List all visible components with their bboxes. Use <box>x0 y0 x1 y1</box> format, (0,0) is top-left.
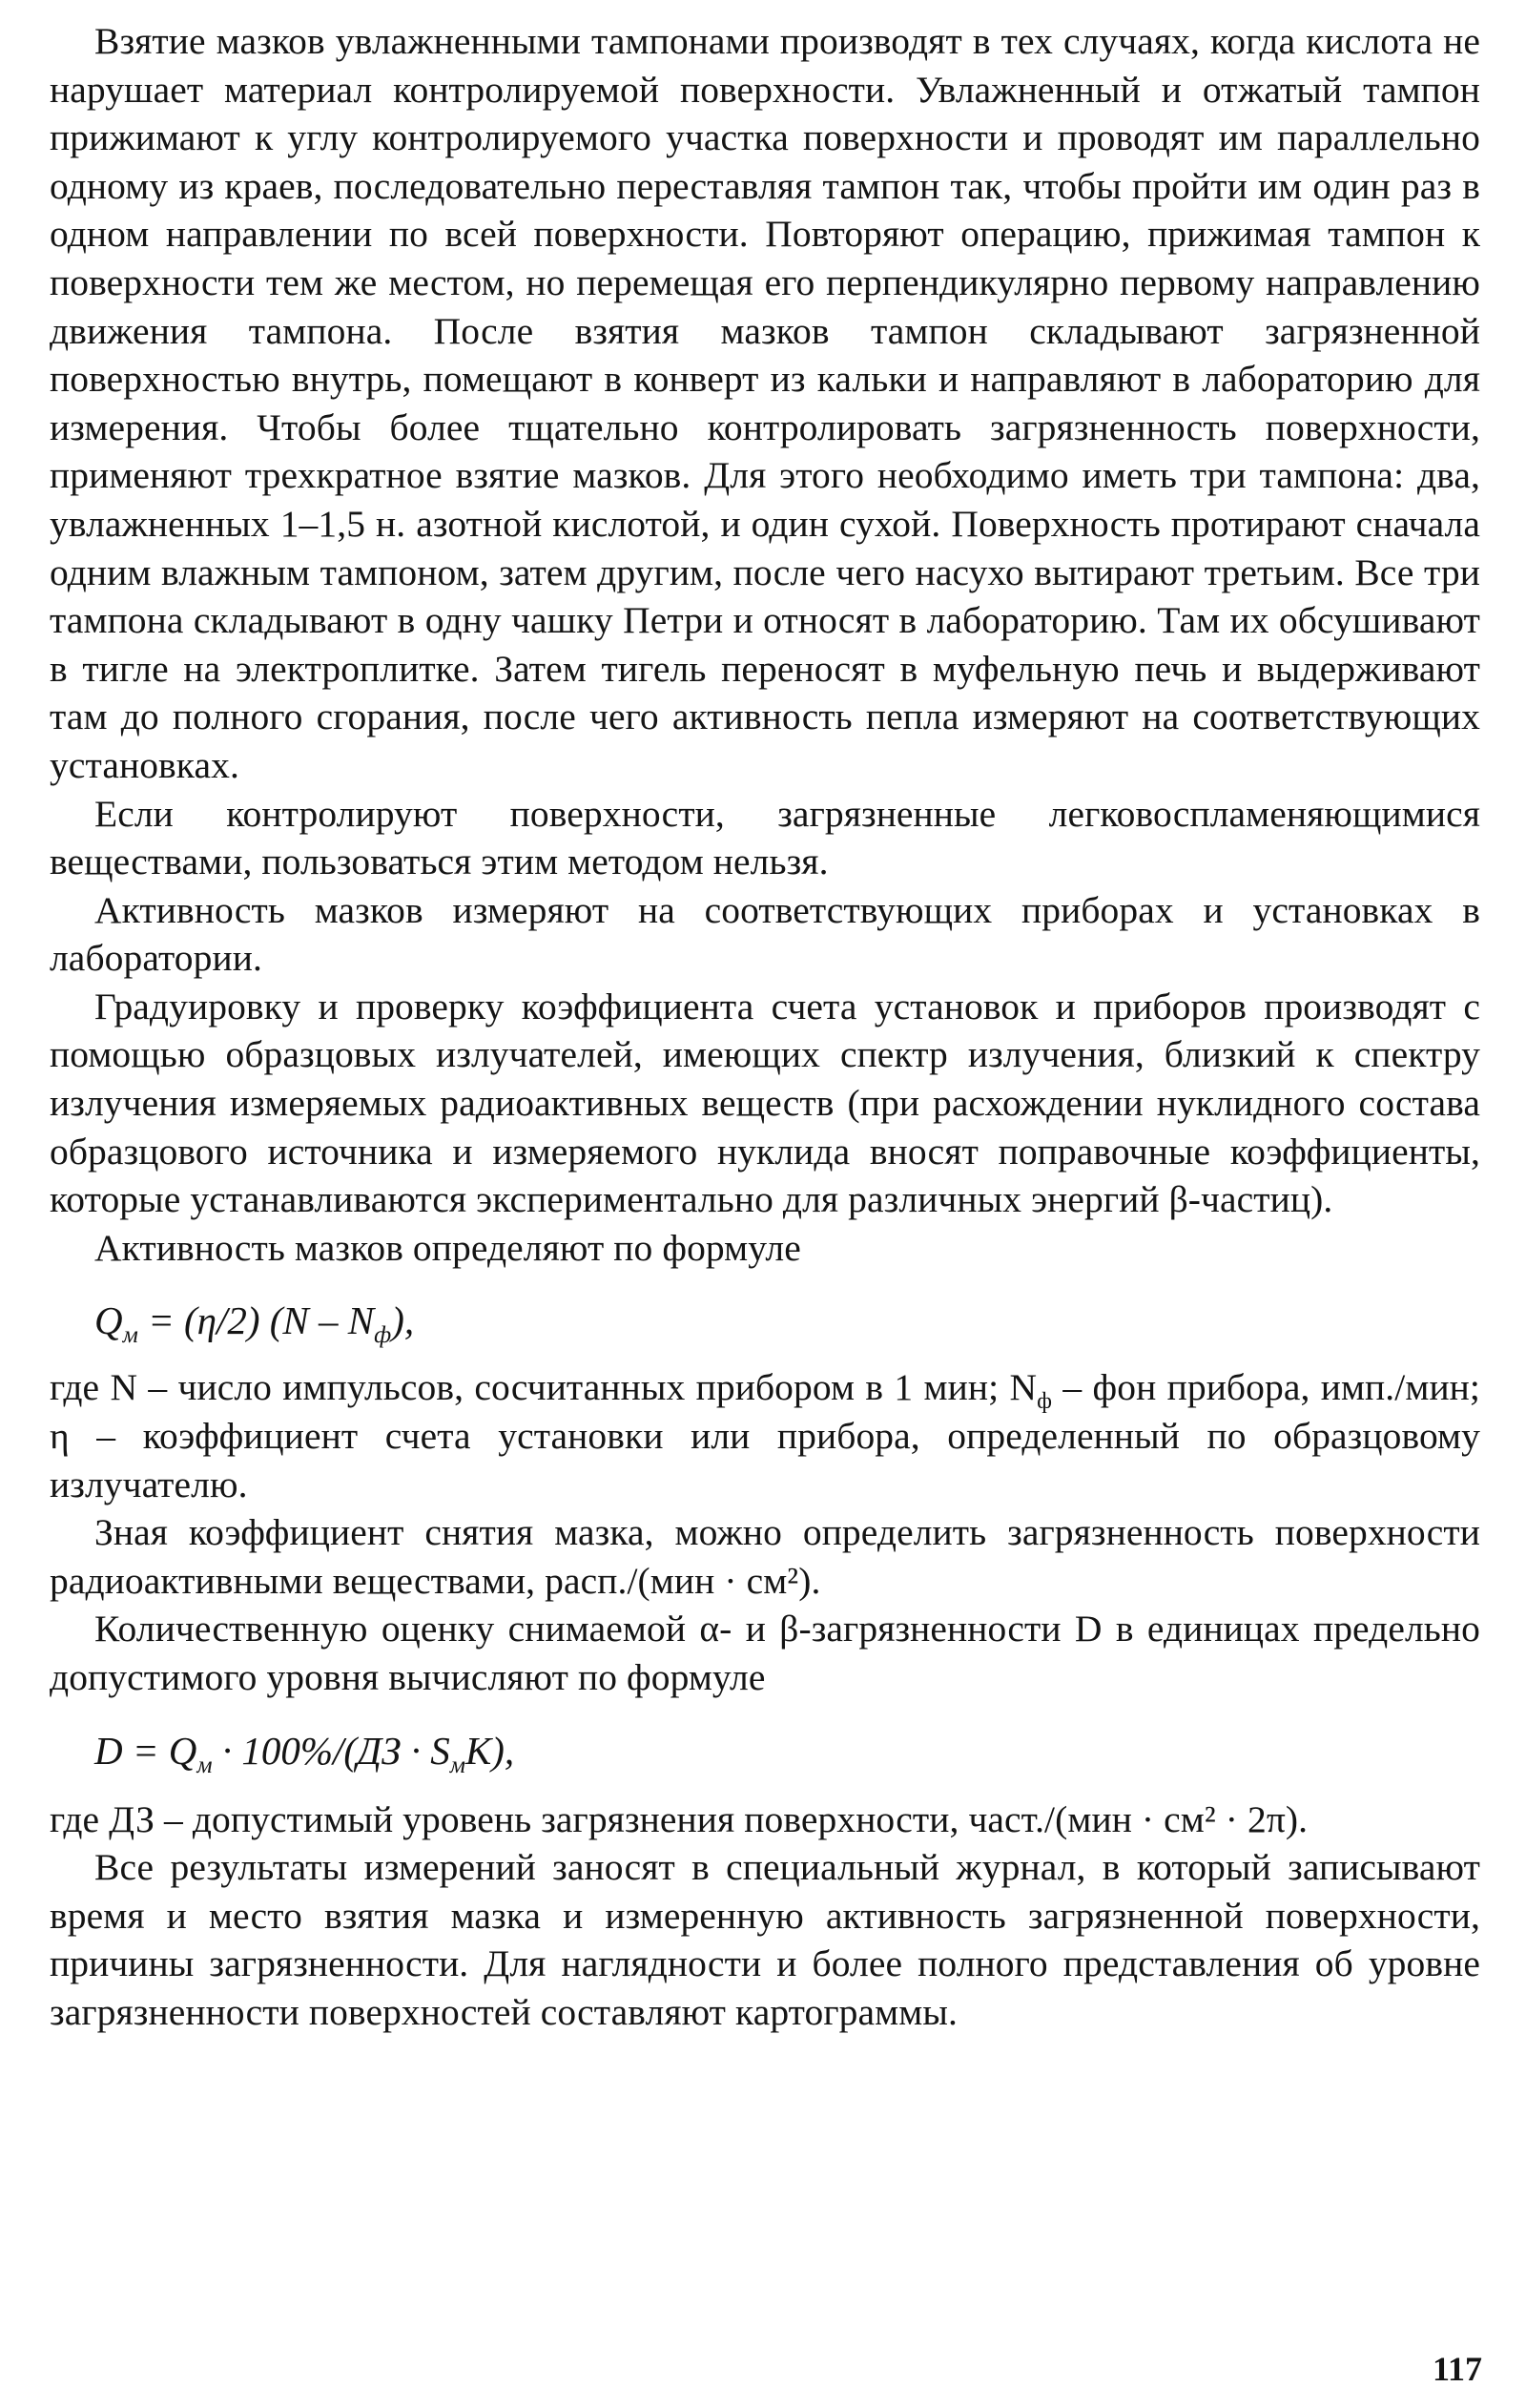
paragraph-calibration: Градуировку и проверку коэффициента счета установок и приборов производят с помощью образцовых излучателей, имеющих спектр излучения, близкий к спектру излучения измеряемых радиоактивных веществ (при расхождении нуклидного состава образцового источника и измеряемого нуклида вносят поправочные коэффициенты, которые устанавливаются экспериментально для различных энергий β-частиц). <box>50 985 1480 1221</box>
legend-sub: ф <box>1037 1388 1053 1415</box>
formula-activity-rhs: = (η/2) (N – N <box>148 1298 375 1343</box>
formula-d-sub-1: м <box>196 1751 213 1778</box>
formula-d-sub-2: м <box>449 1751 465 1778</box>
paragraph-swab-procedure: Взятие мазков увлажненными тампонами производят в тех случаях, когда кислота не нарушает материал контролируемой поверхности. Увлажненный и отжатый тампон прижимают к углу контролируемого участка поверхности и проводят им параллельно одному из краев, последовательно переставляя тампон так, чтобы пройти им один раз в одном направлении по всей поверхности. Повторяют операцию, прижимая тампон к поверхности тем же местом, но перемещая его перпендикулярно первому направлению движения тампона. После взятия мазков тампон складывают загрязненной поверхностью внутрь, помещают в конверт из кальки и направляют в лабораторию для измерения. Чтобы более тщательно контролировать загрязненность поверхности, применяют трехкратное взятие мазков. Для этого необходимо иметь три тампона: два, увлажненных 1–1,5 н. азотной кислотой, и один сухой. Поверхность протирают сначала одним влажным тампоном, затем другим, после чего насухо вытирают третьим. Все три тампона складывают в одну чашку Петри и относят в лабораторию. Там их обсушивают в тигле на электроплитке. Затем тигель переносят в муфельную печь и выдерживают там до полного сгорания, после чего активность пепла измеряют на соответствующих установках. <box>50 20 1480 786</box>
page-number: 117 <box>1432 2350 1482 2388</box>
paragraph-journal: Все результаты измерений заносят в специальный журнал, в который записывают время и место взятия мазка и измеренную активность загрязненной поверхности, причины загрязненности. Для наглядности и более полного представления об уровне загрязненности поверхностей составляют картограммы. <box>50 1846 1480 2033</box>
legend-part-1: где N – число импульсов, сосчитанных прибором в 1 мин; N <box>50 1366 1038 1409</box>
paragraph-flammable-warning: Если контролируют поверхности, загрязненные легковоспламеняющимися веществами, пользоваться этим методом нельзя. <box>50 792 1480 883</box>
formula-activity-lhs-sub: м <box>122 1321 138 1349</box>
paragraph-contamination: Зная коэффициент снятия мазка, можно определить загрязненность поверхности радиоактивными веществами, расп./(мин · см²). <box>50 1511 1480 1602</box>
paragraph-activity-measurement: Активность мазков измеряют на соответствующих приборах и установках в лаборатории. <box>50 888 1480 980</box>
paragraph-quantitative-estimate: Количественную оценку снимаемой α- и β-загрязненности D в единицах предельно допустимого уровня вычисляют по формуле <box>50 1608 1480 1698</box>
formula-activity-lhs: Q <box>94 1298 123 1343</box>
formula-d-part-a: D = Q <box>94 1728 197 1773</box>
document-page <box>50 17 1480 2037</box>
formula-activity-rhs-end: ), <box>391 1298 415 1343</box>
legend-part-2: – фон прибора, имп./мин; η – коэффициент счета установки или прибора, определенный по образцовому излучателю. <box>50 1366 1480 1505</box>
paragraph-formula-intro: Активность мазков определяют по формуле <box>94 1226 801 1269</box>
formula-d-part-c: K), <box>464 1728 515 1773</box>
formula-activity <box>50 1297 1480 1349</box>
paragraph-dz-legend: где ДЗ – допустимый уровень загрязнения поверхности, част./(мин · см² · 2π). <box>50 1797 1309 1840</box>
paragraph-formula-legend <box>50 1363 1480 1508</box>
formula-activity-rhs-sub: ф <box>374 1321 392 1349</box>
formula-contamination-level <box>50 1727 1480 1778</box>
formula-d-part-b: · 100%/(ДЗ · S <box>212 1728 450 1773</box>
